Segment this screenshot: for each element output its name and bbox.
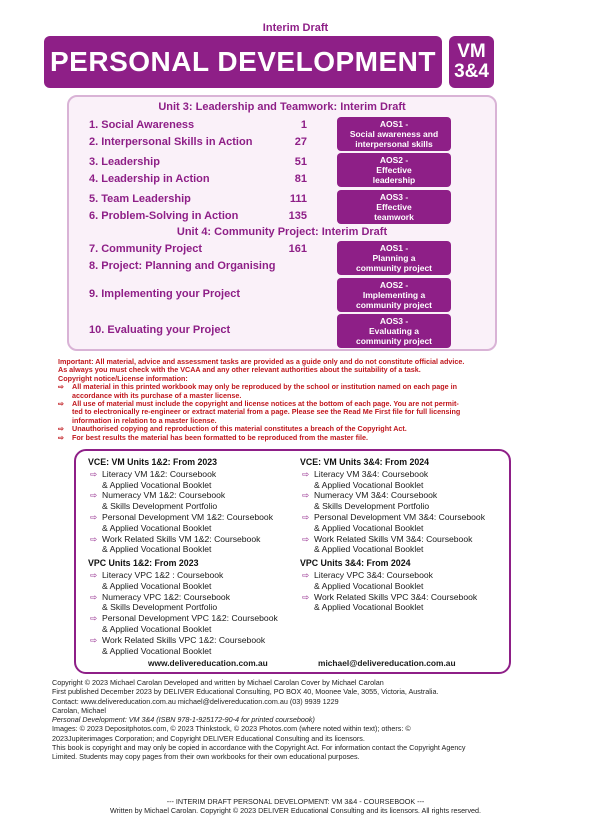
- arrow-icon: ⇨: [302, 533, 310, 544]
- book-subtitle: & Applied Vocational Booklet: [314, 522, 424, 533]
- arrow-icon: ⇨: [90, 591, 98, 602]
- license-heading: Copyright notice/License information:: [58, 373, 188, 383]
- aos-label: [337, 190, 451, 224]
- book-title: Personal Development VM 1&2: Coursebook: [102, 511, 274, 522]
- important-line: Important: All material, advice and assessment tasks are provided as a guide only and do not constitute official advice.: [58, 357, 465, 366]
- notice-bullet: [58, 383, 528, 400]
- book-entry: [300, 534, 510, 556]
- arrow-icon: ⇨: [302, 468, 310, 479]
- arrow-icon: ⇨: [58, 424, 65, 434]
- series-heading: VCE: VM Units 3&4: From 2024: [300, 457, 430, 467]
- arrow-icon: ⇨: [302, 490, 310, 501]
- aos-line: community project: [355, 336, 433, 346]
- aos-label: [337, 241, 451, 275]
- book-title: Work Related Skills VM 1&2: Coursebook: [102, 533, 261, 544]
- arrow-icon: ⇨: [90, 511, 98, 522]
- badge-line-1: VM: [457, 41, 486, 62]
- toc-page: 111: [289, 193, 307, 205]
- copyright-line: This book is copyright and may only be copied in accordance with the Copyright Act. For information contact the Copyright Agency: [52, 743, 466, 753]
- toc-item: 10. Evaluating your Project: [89, 324, 231, 336]
- notice-bullet: [58, 400, 528, 425]
- toc-item: 2. Interpersonal Skills in Action: [89, 136, 253, 148]
- aos-line: Effective: [376, 165, 412, 175]
- arrow-icon: ⇨: [302, 569, 310, 580]
- aos-label: [337, 153, 451, 187]
- arrow-icon: ⇨: [90, 468, 98, 479]
- book-entry: [88, 635, 298, 657]
- book-title: Personal Development VPC 1&2: Coursebook: [102, 613, 278, 624]
- book-title: Work Related Skills VPC 1&2: Coursebook: [102, 634, 266, 645]
- arrow-icon: ⇨: [58, 382, 65, 392]
- aos-line: Effective: [376, 202, 412, 212]
- toc-item: 7. Community Project: [89, 243, 203, 255]
- aos-line: Planning a: [372, 253, 416, 263]
- book-subtitle: & Applied Vocational Booklet: [102, 645, 212, 656]
- license-notice: [58, 358, 528, 442]
- book-title: Work Related Skills VM 3&4: Coursebook: [314, 533, 473, 544]
- aos-label: [337, 314, 451, 348]
- book-subtitle: & Skills Development Portfolio: [102, 602, 218, 613]
- book-title: Literacy VM 3&4: Coursebook: [314, 468, 429, 479]
- book-title: Literacy VPC 3&4: Coursebook: [314, 569, 433, 580]
- aos-line: AOS3 -: [379, 192, 409, 202]
- important-line: As always you must check with the VCAA and any other relevant authorities about the suitability of a task.: [58, 365, 421, 375]
- arrow-icon: ⇨: [90, 533, 98, 544]
- toc-item: 9. Implementing your Project: [89, 288, 240, 300]
- unit4-heading: Unit 4: Community Project: Interim Draft: [176, 226, 388, 238]
- arrow-icon: ⇨: [302, 591, 310, 602]
- aos-line: Social awareness and: [349, 129, 439, 139]
- arrow-icon: ⇨: [90, 634, 98, 645]
- book-entry: [300, 512, 510, 534]
- book-entry: [88, 469, 298, 491]
- toc-page: 51: [294, 156, 307, 168]
- book-entry: [88, 592, 298, 614]
- website-link[interactable]: www.delivereducation.com.au: [148, 658, 268, 668]
- toc-item: 5. Team Leadership: [89, 193, 191, 205]
- book-title: Numeracy VPC 1&2: Coursebook: [102, 591, 231, 602]
- book-subtitle: & Applied Vocational Booklet: [314, 602, 424, 613]
- notice-line: ted to electronically re-engineer or extract material from a page. Please see the Read Me First file for full licensing: [72, 407, 461, 417]
- book-subtitle: & Applied Vocational Booklet: [102, 580, 212, 591]
- book-subtitle: & Applied Vocational Booklet: [314, 580, 424, 591]
- toc-item: 1. Social Awareness: [89, 119, 195, 131]
- interim-draft-label: Interim Draft: [262, 22, 329, 34]
- badge-line-2: 3&4: [454, 61, 489, 82]
- series-heading: VPC Units 1&2: From 2023: [88, 558, 199, 569]
- arrow-icon: ⇨: [90, 613, 98, 624]
- aos-line: teamwork: [374, 212, 414, 222]
- book-title: Numeracy VM 3&4: Coursebook: [314, 490, 438, 501]
- book-entry: [88, 534, 298, 556]
- arrow-icon: ⇨: [302, 511, 310, 522]
- notice-line: For best results the material has been formatted to be reproduced from the master file.: [72, 432, 368, 442]
- copyright-line: 2023Jupiterimages Corporation; and Copyright DELIVER Educational Consulting and its licensors.: [52, 733, 365, 743]
- book-column-right: [300, 457, 510, 613]
- aos-line: leadership: [372, 175, 416, 185]
- book-entry: [300, 592, 510, 614]
- book-entry: [300, 570, 510, 592]
- aos-line: AOS3 -: [379, 316, 409, 326]
- book-subtitle: & Applied Vocational Booklet: [314, 479, 424, 490]
- arrow-icon: ⇨: [58, 432, 65, 442]
- notice-line: All material in this printed workbook may only be reproduced by the school or institution named on each page in: [72, 382, 457, 392]
- copyright-line: Carolan, Michael: [52, 705, 106, 715]
- toc-item: 4. Leadership in Action: [89, 173, 210, 185]
- book-title: Work Related Skills VPC 3&4: Coursebook: [314, 591, 478, 602]
- toc-page: 81: [294, 173, 307, 185]
- copyright-line: Personal Development: VM 3&4 (ISBN 978-1-925172-90-4 for printed coursebook): [52, 715, 315, 725]
- book-subtitle: & Applied Vocational Booklet: [102, 479, 212, 490]
- aos-line: AOS1 -: [379, 119, 409, 129]
- book-title: Numeracy VM 1&2: Coursebook: [102, 490, 226, 501]
- aos-label: [337, 278, 451, 312]
- book-list-panel: [74, 449, 511, 674]
- table-of-contents: [67, 95, 497, 351]
- aos-label: [337, 117, 451, 151]
- copyright-line: First published December 2023 by DELIVER Educational Consulting, PO BOX 40, Moonee Vale, 3055, Victoria, Australia.: [52, 687, 439, 697]
- aos-line: Implementing a: [362, 290, 426, 300]
- series-heading: VCE: VM Units 1&2: From 2023: [88, 457, 218, 467]
- book-entry: [88, 512, 298, 534]
- notice-line: All use of material must include the copyright and license notices at the bottom of each page. You are not permit-: [72, 399, 459, 409]
- arrow-icon: ⇨: [58, 399, 65, 409]
- aos-line: community project: [355, 263, 433, 273]
- toc-page: 135: [288, 210, 307, 222]
- book-title: Literacy VPC 1&2 : Coursebook: [102, 569, 224, 580]
- aos-line: community project: [355, 300, 433, 310]
- email-link[interactable]: michael@delivereducation.com.au: [318, 658, 456, 668]
- toc-item: 8. Project: Planning and Organising: [89, 260, 276, 272]
- notice-line: accordance with its purchase of a master license.: [72, 390, 242, 400]
- notice-bullet: [58, 434, 528, 442]
- toc-item: 3. Leadership: [89, 156, 160, 168]
- book-subtitle: & Skills Development Portfolio: [314, 501, 430, 512]
- book-subtitle: & Applied Vocational Booklet: [314, 544, 424, 555]
- footer-copyright: Written by Michael Carolan. Copyright © 2023 DELIVER Educational Consulting and its licensors. All rights reserved.: [109, 806, 482, 815]
- copyright-line: Contact: www.delivereducation.com.au michael@delivereducation.com.au (03) 9939 1229: [52, 696, 339, 706]
- aos-line: interpersonal skills: [355, 139, 433, 149]
- toc-page: 161: [288, 243, 307, 255]
- book-subtitle: & Applied Vocational Booklet: [102, 544, 212, 555]
- footer-title: --- INTERIM DRAFT PERSONAL DEVELOPMENT: VM 3&4 - COURSEBOOK ---: [166, 797, 425, 806]
- copyright-line: Limited. Students may copy pages from their own workbooks for their own educational purposes.: [52, 752, 360, 762]
- book-entry: [300, 469, 510, 491]
- aos-line: AOS2 -: [379, 280, 409, 290]
- book-column-left: [88, 457, 298, 656]
- aos-line: AOS2 -: [379, 155, 409, 165]
- book-subtitle: & Applied Vocational Booklet: [102, 623, 212, 634]
- arrow-icon: ⇨: [90, 490, 98, 501]
- book-entry: [300, 490, 510, 512]
- book-entry: [88, 490, 298, 512]
- unit3-heading: Unit 3: Leadership and Teamwork: Interim Draft: [158, 101, 406, 113]
- level-badge: [449, 36, 494, 88]
- aos-line: Evaluating a: [368, 326, 420, 336]
- book-entry: [88, 613, 298, 635]
- toc-page: 1: [300, 119, 307, 131]
- arrow-icon: ⇨: [90, 569, 98, 580]
- book-title: Literacy VM 1&2: Coursebook: [102, 468, 217, 479]
- notice-line: Unauthorised copying and reproduction of this material constitutes a breach of the Copyright Act.: [72, 424, 407, 434]
- aos-line: AOS1 -: [379, 243, 409, 253]
- toc-item: 6. Problem-Solving in Action: [89, 210, 239, 222]
- book-entry: [88, 570, 298, 592]
- copyright-line: Copyright © 2023 Michael Carolan Developed and written by Michael Carolan Cover by Michael Carolan: [52, 678, 384, 687]
- toc-page: 27: [294, 136, 307, 148]
- page-title: PERSONAL DEVELOPMENT: [44, 36, 442, 88]
- book-subtitle: & Applied Vocational Booklet: [102, 522, 212, 533]
- copyright-line: Images: © 2023 Depositphotos.com, © 2023 Thinkstock, © 2023 Photos.com (where noted within text); others: ©: [52, 724, 411, 734]
- notice-line: information in relation to a master license.: [72, 415, 217, 425]
- book-title: Personal Development VM 3&4: Coursebook: [314, 511, 486, 522]
- book-subtitle: & Skills Development Portfolio: [102, 501, 218, 512]
- copyright-block: [52, 678, 552, 762]
- series-heading: VPC Units 3&4: From 2024: [300, 558, 411, 569]
